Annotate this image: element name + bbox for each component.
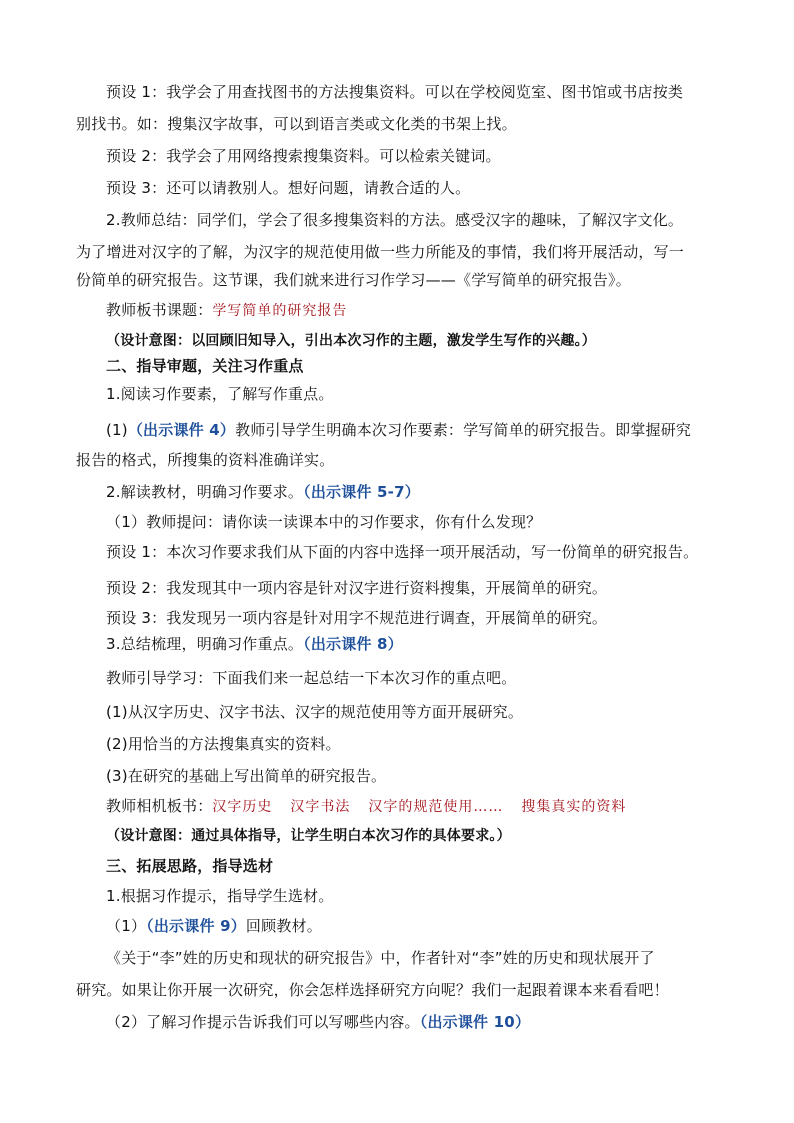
board-topic-line — [106, 300, 726, 321]
paragraph-preset-3: 预设 3：还可以请教别人。想好问题，请教合适的人。 — [106, 179, 471, 197]
review-paragraph-cont: 研究。如果让你开展一次研究，你会怎样选择研究方向呢？我们一起跟着课本来看看吧！ — [76, 981, 669, 999]
teacher-guide: 教师引导学习：下面我们来一起总结一下本次习作的重点吧。 — [106, 669, 517, 687]
answer-preset-3: 预设 3：我发现另一项内容是针对用字不规范进行调查，开展简单的研究。 — [106, 609, 608, 627]
paragraph-preset-2: 预设 2：我学会了用网络搜索搜集资料。可以检索关键词。 — [106, 147, 501, 165]
board-notes-label: 教师相机板书： — [106, 797, 213, 815]
step-text: 3.总结梳理，明确习作重点。 — [106, 635, 304, 653]
paragraph-preset-1: 预设 1：我学会了用查找图书的方法搜集资料。可以在学校阅览室、图书馆或书店按类 — [106, 83, 684, 101]
item-number: (1) — [106, 421, 128, 439]
board-item-history: 汉字历史 — [212, 799, 273, 815]
design-intent-1: （设计意图：以回顾旧知导入，引出本次习作的主题，激发学生写作的兴趣。） — [106, 333, 596, 349]
step-3-1: 1.根据习作提示，指导学生选材。 — [106, 887, 334, 905]
teacher-question: （1）教师提问：请你读一读课本中的习作要求，你有什么发现？ — [106, 513, 542, 531]
teacher-summary-cont-2: 份简单的研究报告。这节课，我们就来进行习作学习——《学写简单的研究报告》。 — [76, 271, 631, 289]
item-text: 教师引导学生明确本次习作要素：学写简单的研究报告。即掌握研究 — [235, 421, 692, 439]
step-2-1-a-cont: 报告的格式，所搜集的资料准确详实。 — [76, 451, 335, 469]
step-2-2 — [106, 482, 726, 502]
teacher-summary: 2.教师总结：同学们，学会了很多搜集资料的方法。感受汉字的趣味，了解汉字文化。 — [106, 211, 684, 229]
teacher-summary-cont-1: 为了增进对汉字的了解，为汉字的规范使用做一些力所能及的事情，我们将开展活动，写一 — [76, 243, 685, 261]
courseware-ref-4: （出示课件 4） — [127, 421, 236, 439]
step-2-1: 1.阅读习作要素，了解写作重点。 — [106, 385, 334, 403]
item-text: （2）了解习作提示告诉我们可以写哪些内容。 — [106, 1013, 420, 1031]
answer-preset-1: 预设 1：本次习作要求我们从下面的内容中选择一项开展活动，写一份简单的研究报告。 — [106, 543, 699, 561]
section-heading-3: 三、拓展思路，指导选材 — [106, 857, 274, 875]
step-2-3 — [106, 634, 726, 654]
key-point-1: (1)从汉字历史、汉字书法、汉字的规范使用等方面开展研究。 — [106, 703, 524, 721]
board-topic-title: 学写简单的研究报告 — [212, 303, 348, 319]
key-point-2: (2)用恰当的方法搜集真实的资料。 — [106, 735, 341, 753]
courseware-ref-8: （出示课件 8） — [303, 635, 403, 653]
design-intent-2: （设计意图：通过具体指导，让学生明白本次习作的具体要求。） — [106, 828, 511, 844]
key-point-3: (3)在研究的基础上写出简单的研究报告。 — [106, 767, 387, 785]
review-paragraph: 《关于“李”姓的历史和现状的研究报告》中，作者针对“李”姓的历史和现状展开了 — [106, 949, 655, 967]
answer-preset-2: 预设 2：我发现其中一项内容是针对汉字进行资料搜集，开展简单的研究。 — [106, 579, 608, 597]
paragraph-preset-1-cont: 别找书。如：搜集汉字故事，可以到语言类或文化类的书架上找。 — [76, 115, 517, 133]
step-2-1-a — [106, 420, 726, 440]
board-item-collect: 搜集真实的资料 — [521, 799, 627, 815]
courseware-ref-9: （出示课件 9） — [146, 917, 246, 935]
board-item-standard-use: 汉字的规范使用…… — [368, 799, 504, 815]
board-notes-line — [106, 796, 726, 817]
step-3-1-b — [106, 1012, 726, 1032]
step-text: 2.解读教材，明确习作要求。 — [106, 483, 304, 501]
step-3-1-a — [106, 916, 726, 936]
item-text: 回顾教材。 — [245, 917, 322, 935]
courseware-ref-10: （出示课件 10） — [419, 1013, 531, 1031]
board-item-calligraphy: 汉字书法 — [290, 799, 351, 815]
courseware-ref-5-7: （出示课件 5-7） — [303, 483, 420, 501]
section-heading-2: 二、指导审题，关注习作重点 — [106, 357, 304, 375]
board-topic-label: 教师板书课题： — [106, 301, 213, 319]
item-number: （1） — [106, 917, 147, 935]
